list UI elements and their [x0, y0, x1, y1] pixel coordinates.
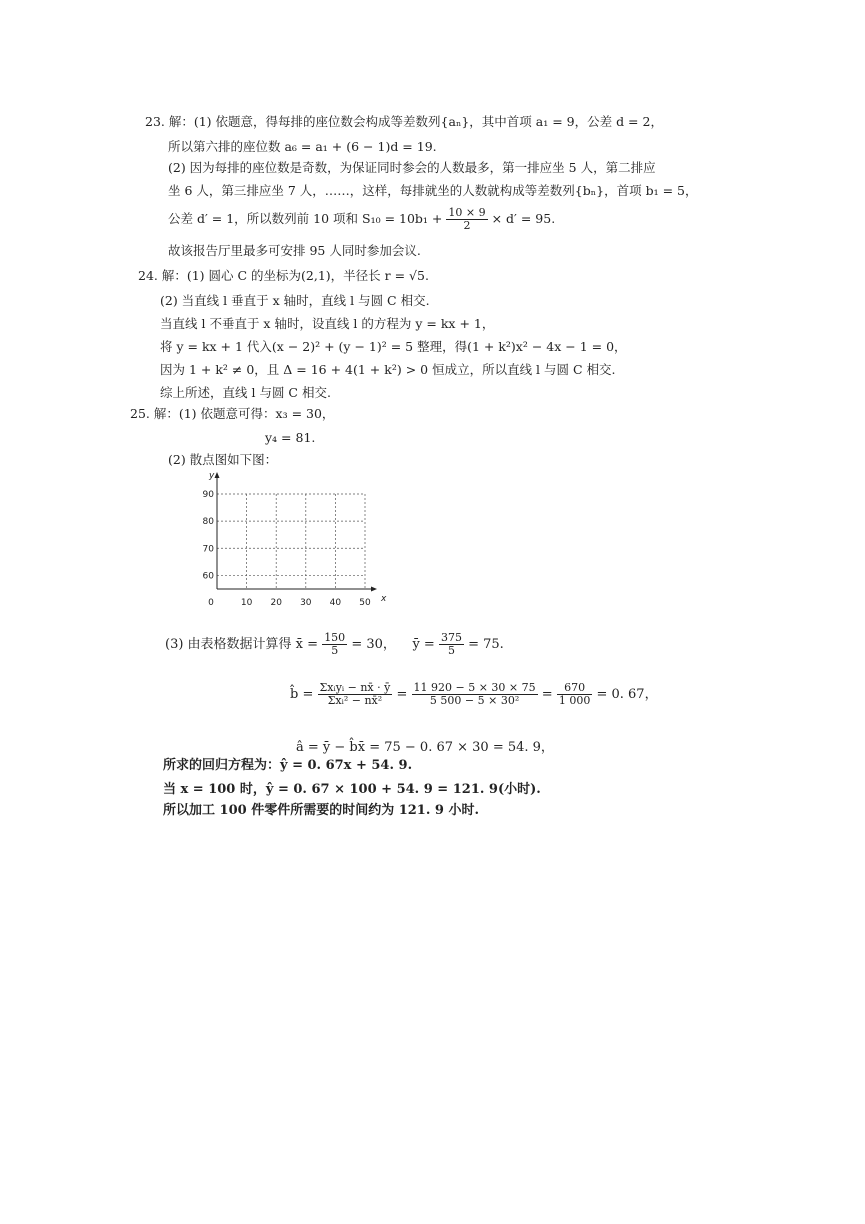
x-tick-label-30: 30: [300, 598, 312, 608]
x-tick-label-40: 40: [329, 598, 342, 608]
b-hat-result: = 0. 67，: [596, 687, 658, 702]
b-hat-value-denominator: 1 000: [558, 694, 591, 707]
ybar-numerator: 375: [440, 631, 462, 644]
ybar-prefix: ȳ =: [412, 637, 435, 652]
q24-line-2: (2) 当直线 l 垂直于 x 轴时，直线 l 与圆 C 相交.: [160, 293, 430, 308]
y-tick-label-70: 70: [202, 544, 214, 555]
ybar-fraction: [439, 632, 464, 657]
b-hat-substitution-denominator: 5 500 − 5 × 30²: [429, 694, 520, 707]
xbar-prefix: (3) 由表格数据计算得 x̄ =: [165, 637, 319, 652]
xbar-fraction: [322, 632, 347, 657]
q23-line-3: (2) 因为每排的座位数是奇数，为保证同时参会的人数最多，第一排应坐 5 人，第二排应: [168, 160, 656, 175]
q25-line-1: 25. 解：(1) 依题意可得：x₃ = 30，: [130, 406, 335, 421]
b-hat-substitution-numerator: 11 920 − 5 × 30 × 75: [413, 681, 536, 694]
xbar-result: = 30，: [351, 637, 396, 652]
x-tick-label-0: 0: [208, 598, 214, 608]
prediction-line: 当 x = 100 时，ŷ = 0. 67 × 100 + 54. 9 = 121. 9(小时).: [163, 782, 541, 797]
y-tick-label-60: 60: [202, 571, 214, 582]
conclusion-line: 所以加工 100 件零件所需要的时间约为 121. 9 小时.: [163, 803, 479, 818]
q25-line-2: y₄ = 81.: [265, 430, 316, 445]
ybar-denominator: 5: [447, 644, 455, 657]
x-tick-label-50: 50: [359, 598, 371, 608]
q23-line-5-suffix: × d′ = 95.: [491, 211, 556, 226]
y-axis-label: y: [209, 471, 215, 481]
q23-line-2: 所以第六排的座位数 a₆ = a₁ + (6 − 1)d = 19.: [168, 139, 437, 154]
x-axis-arrow: [371, 587, 377, 592]
q23-line-5: [168, 207, 555, 232]
b-hat-value-fraction: [557, 682, 593, 707]
q24-line-1: 24. 解：(1) 圆心 C 的坐标为(2,1)，半径长 r = √5.: [138, 268, 429, 283]
b-hat-formula-numerator: Σxᵢyᵢ − nx̄ · ȳ: [319, 681, 391, 694]
plot-tick-labels: [203, 471, 387, 608]
b-hat-substitution: [412, 682, 538, 707]
x-tick-label-10: 10: [240, 598, 253, 608]
b-hat-lhs: b̂ =: [290, 687, 314, 702]
regression-equation: 所求的回归方程为：ŷ = 0. 67x + 54. 9.: [163, 758, 413, 773]
ybar-result: = 75.: [468, 637, 504, 652]
b-hat-formula-denominator: Σxᵢ² − nx̄²: [327, 694, 383, 707]
q23-fraction: [446, 207, 487, 232]
q25-part3-line: [165, 632, 504, 657]
q24-line-3: 当直线 l 不垂直于 x 轴时，设直线 l 的方程为 y = kx + 1，: [160, 316, 495, 331]
b-hat-value-numerator: 670: [557, 682, 593, 695]
xbar-denominator: 5: [331, 644, 339, 657]
q23-fraction-denominator: 2: [463, 219, 471, 232]
q23-line-6: 故该报告厅里最多可安排 95 人同时参加会议.: [168, 243, 421, 258]
a-hat-equation: â = ȳ − b̂x̄ = 75 − 0. 67 × 30 = 54. 9，: [296, 740, 554, 755]
q24-line-4: 将 y = kx + 1 代入(x − 2)² + (y − 1)² = 5 整理，得(1 + k²)x² − 4x − 1 = 0，: [160, 339, 627, 354]
y-tick-label-90: 90: [202, 490, 214, 500]
scatter-plot: [190, 468, 387, 620]
plot-grid: [217, 494, 365, 589]
q25-line-3: (2) 散点图如下图：: [168, 452, 278, 467]
plot-axes: [215, 472, 378, 592]
q23-line-5-prefix: 公差 d′ = 1，所以数列前 10 项和 S₁₀ = 10b₁ +: [168, 211, 443, 226]
x-tick-label-20: 20: [270, 598, 282, 608]
q23-fraction-numerator: 10 × 9: [448, 206, 486, 219]
q24-line-6: 综上所述，直线 l 与圆 C 相交.: [160, 385, 331, 400]
q23-line-4: 坐 6 人，第三排应坐 7 人，……，这样，每排就坐的人数就构成等差数列{bₙ}，首项 b₁ = 5，: [168, 183, 698, 198]
xbar-numerator: 150: [324, 631, 346, 644]
q23-line-1: 23. 解：(1) 依题意，得每排的座位数会构成等差数列{aₙ}，其中首项 a₁ = 9，公差 d = 2，: [145, 114, 663, 129]
q24-line-5: 因为 1 + k² ≠ 0，且 Δ = 16 + 4(1 + k²) > 0 恒成立，所以直线 l 与圆 C 相交.: [160, 362, 616, 377]
b-hat-formula: [318, 682, 393, 707]
x-axis-label: x: [381, 594, 387, 604]
y-tick-label-80: 80: [202, 517, 214, 528]
y-axis-arrow: [215, 472, 220, 478]
b-hat-equation: b̂ = $\frac{\text{Σxᵢyᵢ − nx̄ · ȳ}}{\text{Σxᵢ² − nx̄²}}$ = $\frac{11 920 - 5 \times 30 \times 75}{\text{5 500 − 5 × 30²}}$ = $\frac{670}{1 000}$ = 0. 67，: [290, 681, 658, 707]
